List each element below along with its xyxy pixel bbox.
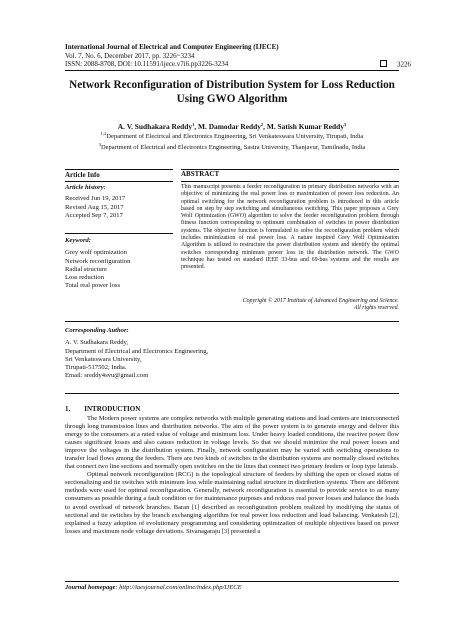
- affiliation-line: $^3$Department of Electrical and Electronics Engineering, Sastra University, Thanjavur, Tamilnadu, India: [98, 142, 366, 152]
- journal-homepage: Journal homepage: http://iaesjournal.com/online/index.php/IJECE: [65, 584, 242, 591]
- keywords-heading: Keyword:: [65, 237, 92, 244]
- corresponding-heading: Corresponding Author:: [65, 327, 129, 334]
- corresponding-line: Sri Venkateswara University,: [65, 355, 142, 363]
- corresponding-author: [65, 327, 399, 381]
- abstract-heading: ABSTRACT: [181, 170, 220, 178]
- corresponding-email: Email: sreddy4svu@gmail.com: [65, 372, 149, 380]
- homepage-link[interactable]: : http://iaesjournal.com/online/index.php/IJECE: [115, 584, 242, 591]
- corresponding-top-rule: [65, 321, 399, 322]
- abstract-rule: [181, 181, 399, 182]
- affiliation-line: $^{1,2}$Department of Electrical and Electronics Engineering, Sri Venkateswara University, Tirupati, India: [100, 131, 364, 140]
- corresponding-line: A. V. Sudhakara Reddy,: [65, 339, 129, 347]
- history-rule: [65, 233, 173, 234]
- keyword-item: Loss reduction: [65, 274, 105, 282]
- keyword-item: Network reconfiguration: [65, 257, 131, 265]
- revised-date: Revised Aug 15, 2017: [65, 203, 124, 211]
- author-name: M. Damodar Reddy: [198, 122, 261, 131]
- article-info-heading: Article Info: [65, 171, 100, 179]
- introduction-heading: 1. INTRODUCTION: [65, 405, 141, 413]
- corresponding-line: Tirupati-517502, India.: [65, 364, 127, 372]
- volume-info: Vol. 7, No. 6, December 2017, pp. 3226~3234: [65, 51, 195, 60]
- author-name: M. Satish Kumar Reddy: [266, 122, 344, 131]
- journal-header: [65, 43, 411, 69]
- issn-doi: ISSN: 2088-8708, DOI: 10.11591/ijece.v7i6.pp3226-3234: [65, 60, 229, 69]
- paragraph: The Modern power systems are complex networks with multiple generating stations and load centers are interconnected through long transmission lines and distribution networks. The aim of the power system is to generate energy and deliver this energy to the consumers at a rated value of voltage and minimum loss. Under heavy loaded conditions, the reactive power flow causes significant losses and also causes reduction in voltage levels. So that we should minimize the real power losses and improve the voltages in the distribution system. Finally, network configuration may be varied with switching operations to transfer load flows among the feeders. There are two kinds of switches in the distribution systems are normally closed switches that connect two line sections and normally open switches on the tie lines that connect two primary feeders or loop type laterals.: [65, 415, 399, 471]
- square-bullet-icon: [380, 60, 387, 67]
- introduction-body: [65, 415, 399, 536]
- corresponding-bottom-rule: [65, 393, 399, 394]
- keywords-block: [65, 237, 173, 291]
- paragraph: Optimal network reconfiguration (RCG) is the topological structure of feeders by shifting the open or closed status of sectionalizing and tie switches with minimum loss while maintaining radial structure in distribution systems. There are different methods were used for optimal reconfiguration. Generally, network reconfiguration is essential to provide service to as many consumers as possible during a fault condition or for maintenance purposes and reduces real power losses and balance the loads to avoid overload of network branches. Baran [1] described as reconfiguration problem realized by modifying the status of sectional and tie switches by the branch exchanging algorithm for real power loss reduction and load balancing. Venkatesh [2], explained a fuzzy adoption of evolutionary programming and considering optimization of multiple objectives based on power losses and maximum node voltage deviations. Sivanagaraju [3] presented a: [65, 471, 399, 535]
- author-list: A. V. Sudhakara Reddy$^1$, M. Damodar Reddy$^2$, M. Satish Kumar Reddy$^3$: [117, 122, 347, 131]
- keyword-item: Radial structure: [65, 265, 107, 273]
- received-date: Received Jun 19, 2017: [65, 195, 126, 203]
- page-number: 3226: [380, 60, 411, 69]
- paper-title: Network Reconfiguration of Distribution System for Loss Reduction Using GWO Algorithm: [69, 79, 395, 105]
- keyword-item: Total real power loss: [65, 282, 121, 290]
- article-info-top-rule: [65, 169, 173, 170]
- keyword-item: Grey wolf optimization: [65, 249, 127, 257]
- accepted-date: Accepted Sep 7, 2017: [65, 211, 123, 219]
- article-history: [65, 184, 173, 220]
- abstract-text: This manuscript presents a feeder reconfiguration in primary distribution networks with an objective of minimizing the real power loss or maximization of power loss reduction. An optimal switching for the network reconfiguration problem is introduced in this article based on step by step switching and simultaneous switching. This paper proposes a Grey Wolf Optimization (GWO) algorithm to solve the feeder reconfiguration problem through fitness function corresponding to optimum combination of switches in power distribution systems. The objective function is formulated to solve the reconfiguration problem which includes minimization of real power loss. A nature inspired Grey Wolf Optimization Algorithm is utilized to restructure the power distribution system and identify the optimal switches corresponding minimum power loss in the distribution network. The GWO technique has tested on standard IEEE 33-bus and 69-bus systems and the results are presented.: [181, 184, 399, 271]
- journal-name: International Journal of Electrical and Computer Engineering (IJECE): [65, 43, 279, 51]
- footer-rule: [65, 581, 399, 582]
- header-rule: [65, 70, 399, 71]
- article-info-rule: [65, 181, 173, 182]
- corresponding-line: Department of Electrical and Electronics Engineering,: [65, 347, 209, 355]
- history-heading: Article history:: [65, 184, 106, 191]
- copyright-notice: Copyright © 2017 Institute of Advanced Engineering and Science. All rights reserved.: [242, 298, 399, 312]
- author-name: A. V. Sudhakara Reddy: [117, 122, 193, 131]
- affiliations: [65, 130, 399, 152]
